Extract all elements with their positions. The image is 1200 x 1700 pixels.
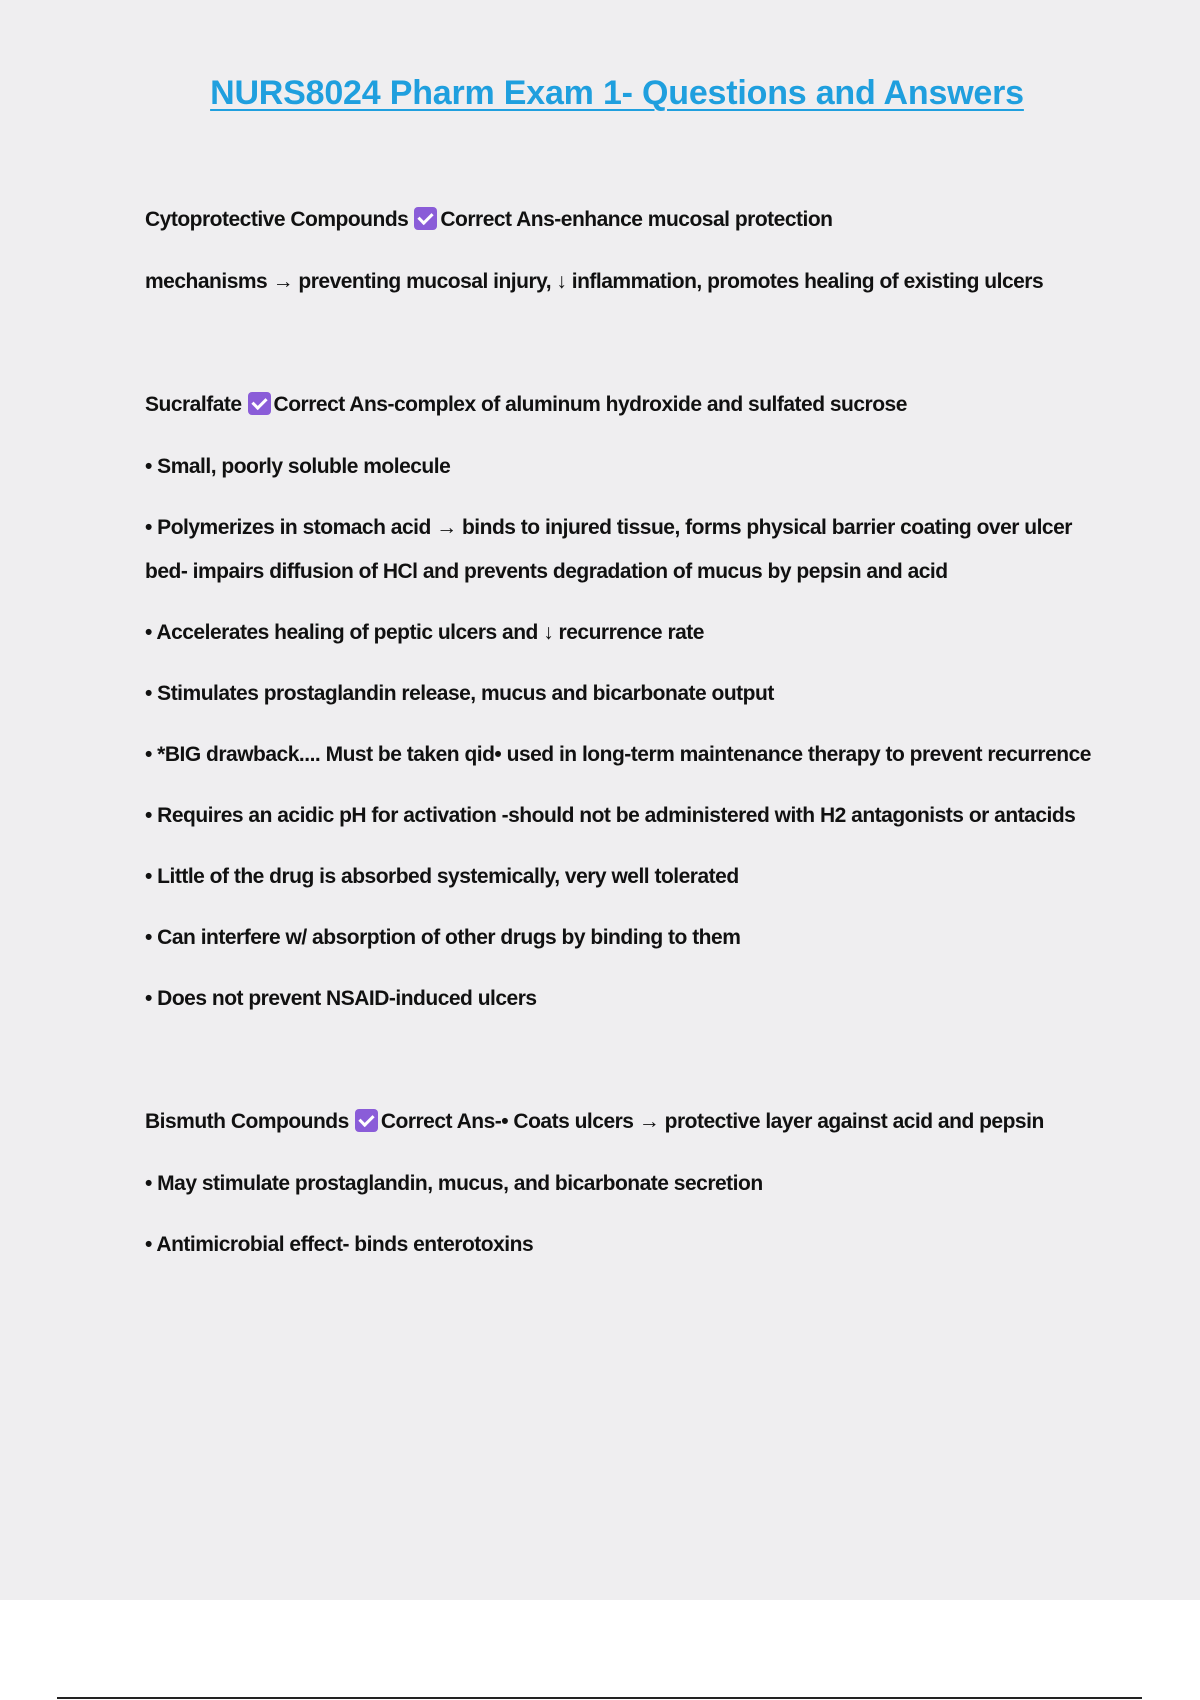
bullet-line: • Requires an acidic pH for activation -should not be administered with H2 antagonists or antacids (145, 804, 1076, 827)
term-label: Bismuth Compounds (145, 1110, 349, 1133)
qa-entry-bismuth (145, 1100, 1095, 1267)
bullet-line: • Polymerizes in stomach acid → binds to injured tissue, forms physical barrier coating over ulcer bed- impairs diffusion of HCl and prevents degradation of mucus by pepsin and acid (145, 516, 1072, 583)
question-line (145, 198, 1095, 242)
bullet-line: • *BIG drawback.... Must be taken qid• used in long-term maintenance therapy to prevent recurrence (145, 743, 1091, 766)
qa-entry-sucralfate (145, 383, 1095, 1021)
term-label: Cytoprotective Compounds (145, 208, 409, 231)
question-line (145, 1100, 1095, 1144)
document-title: NURS8024 Pharm Exam 1- Questions and Answers (210, 74, 1024, 112)
bullet-line: • Accelerates healing of peptic ulcers and ↓ recurrence rate (145, 621, 704, 644)
bullet-line: • Can interfere w/ absorption of other drugs by binding to them (145, 926, 741, 949)
bullet-line: • Does not prevent NSAID-induced ulcers (145, 987, 537, 1010)
check-box-icon (248, 392, 271, 415)
bullet-line: • Small, poorly soluble molecule (145, 455, 451, 478)
question-line (145, 383, 1095, 427)
bullet-line: • Antimicrobial effect- binds enterotoxins (145, 1233, 534, 1256)
check-box-icon (355, 1109, 378, 1132)
answer-line: mechanisms → preventing mucosal injury, ↓ inflammation, promotes healing of existing ulcers (145, 270, 1044, 293)
footer-divider (57, 1697, 1142, 1699)
bullet-line: • Stimulates prostaglandin release, mucus and bicarbonate output (145, 682, 774, 705)
bullet-line: • Little of the drug is absorbed systemically, very well tolerated (145, 865, 739, 888)
answer-text: Correct Ans-• Coats ulcers → protective layer against acid and pepsin (380, 1110, 1044, 1133)
answer-text: Correct Ans-complex of aluminum hydroxide and sulfated sucrose (273, 393, 907, 416)
bullet-line: • May stimulate prostaglandin, mucus, and bicarbonate secretion (145, 1172, 763, 1195)
qa-entry-cytoprotective (145, 198, 1095, 304)
check-box-icon (414, 207, 437, 230)
qa-list (145, 198, 1095, 1267)
answer-text: Correct Ans-enhance mucosal protection (440, 208, 833, 231)
term-label: Sucralfate (145, 393, 242, 416)
